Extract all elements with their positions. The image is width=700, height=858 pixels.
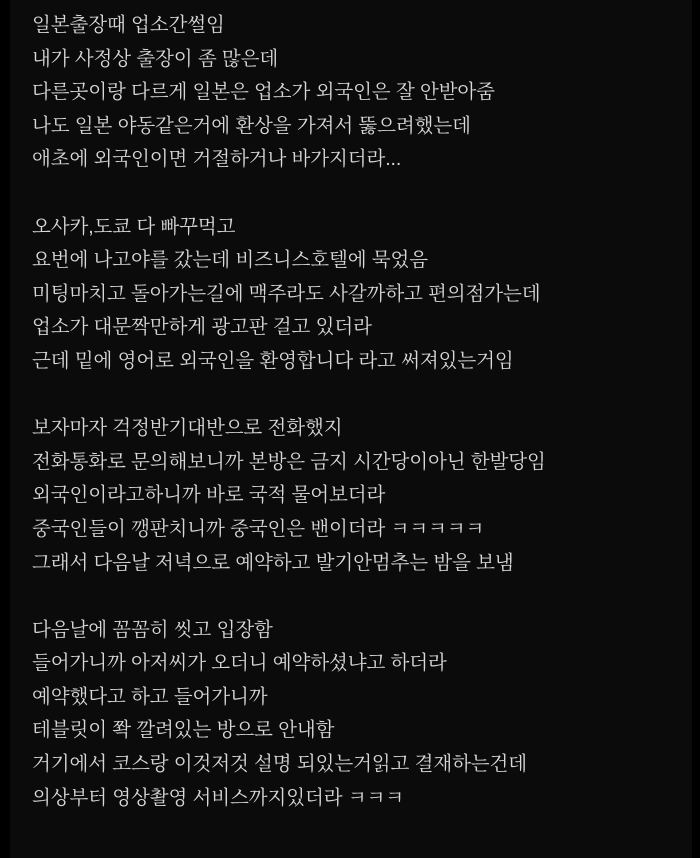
text-line: 미팅마치고 돌아가는길에 맥주라도 사갈까하고 편의점가는데 xyxy=(32,282,541,305)
paragraph-1 xyxy=(32,9,678,177)
right-edge-band xyxy=(692,0,700,858)
text-line: 나도 일본 야동같은거에 환상을 가져서 뚫으려했는데 xyxy=(32,114,471,137)
text-line: 오사카,도쿄 다 빠꾸먹고 xyxy=(32,215,236,238)
text-line: 예약했다고 하고 들어가니까 xyxy=(32,685,268,708)
text-line: 다음날에 꼼꼼히 씻고 입장함 xyxy=(32,618,273,641)
text-line: 내가 사정상 출장이 좀 많은데 xyxy=(32,47,279,70)
paragraph-2 xyxy=(32,211,678,379)
paragraph-4 xyxy=(32,614,678,816)
text-line: 일본출장때 업소간썰임 xyxy=(32,14,225,36)
text-line: 보자마자 걱정반기대반으로 전화했지 xyxy=(32,417,343,440)
text-line: 테블릿이 쫙 깔려있는 방으로 안내함 xyxy=(32,719,335,742)
left-edge-band xyxy=(0,0,10,858)
paragraph-gap xyxy=(32,580,678,614)
text-line: 의상부터 영상촬영 서비스까지있더라 ㅋㅋㅋ xyxy=(32,786,404,809)
text-line: 중국인들이 깽판치니까 중국인은 밴이더라 ㅋㅋㅋㅋㅋ xyxy=(32,517,485,540)
text-line: 전화통화로 문의해보니까 본방은 금지 시간당이아닌 한발당임 xyxy=(32,450,546,473)
paragraph-gap xyxy=(32,379,678,413)
paragraph-gap xyxy=(32,177,678,211)
text-line: 들어가니까 아저씨가 오더니 예약하셨냐고 하더라 xyxy=(32,652,447,675)
text-line: 외국인이라고하니까 바로 국적 물어보더라 xyxy=(32,484,386,507)
text-line: 근데 밑에 영어로 외국인을 환영합니다 라고 써져있는거임 xyxy=(32,349,514,372)
text-line: 요번에 나고야를 갔는데 비즈니스호텔에 묵었음 xyxy=(32,249,429,272)
text-line: 애초에 외국인이면 거절하거나 바가지더라... xyxy=(32,148,402,171)
text-line: 그래서 다음날 저녁으로 예약하고 발기안멈추는 밤을 보냄 xyxy=(32,551,514,574)
post-body xyxy=(10,0,692,858)
text-line: 다른곳이랑 다르게 일본은 업소가 외국인은 잘 안받아줌 xyxy=(32,81,495,104)
paragraph-3 xyxy=(32,412,678,580)
text-line: 거기에서 코스랑 이것저것 설명 되있는거읽고 결재하는건데 xyxy=(32,753,528,776)
text-line: 업소가 대문짝만하게 광고판 걸고 있더라 xyxy=(32,316,372,339)
